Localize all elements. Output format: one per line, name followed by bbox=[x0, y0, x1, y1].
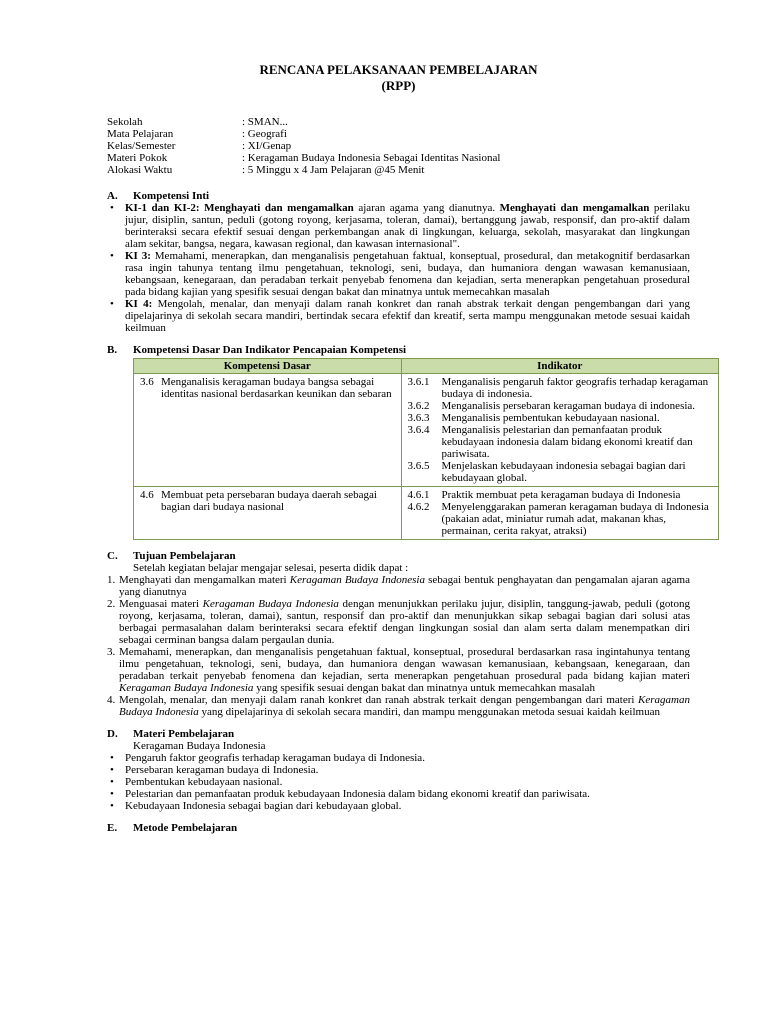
section-letter: E. bbox=[107, 822, 118, 834]
indicator-text: Menjelaskan kebudayaan indonesia sebagai bagian dari kebudayaan global. bbox=[441, 460, 686, 484]
kd-number: 4.6 bbox=[140, 489, 154, 501]
ki-lead: KI 3: bbox=[125, 250, 151, 262]
ki-list bbox=[107, 202, 690, 334]
item-number: 2. bbox=[107, 598, 116, 610]
section-letter: D. bbox=[107, 728, 118, 740]
indicator-number: 3.6.3 bbox=[407, 412, 430, 424]
section-heading bbox=[107, 344, 690, 356]
indicator-number: 3.6.2 bbox=[407, 400, 430, 412]
tujuan-intro: Setelah kegiatan belajar mengajar selesai, peserta didik dapat : bbox=[133, 562, 409, 574]
indicator-text: Menyelenggarakan pameran keragaman budaya di Indonesia (pakaian adat, miniatur rumah adat, makanan khas, permainan, cerita rakyat, atraksi) bbox=[441, 501, 709, 537]
ki-text: perilaku jujur, disiplin, santun, peduli (gotong royong, kerjasama, toleran, damai), bertanggung jawab, responsif, dan pro-aktif dalam berinteraksi secara efektif sesuai dengan perkembangan anak di lingkungan, keluarga, sekolah, masyarakat dan lingkungan alam sekitar, bangsa, negara, kawasan regional, dan kawasan internasional". bbox=[125, 202, 690, 250]
ki-item bbox=[107, 298, 690, 334]
section-heading bbox=[107, 190, 690, 202]
item-italic: Keragaman Budaya Indonesia bbox=[119, 682, 254, 694]
indicator-text: Menganalisis pembentukan kebudayaan nasional. bbox=[441, 412, 660, 424]
title-line-1: RENCANA PELAKSANAAN PEMBELAJARAN bbox=[259, 62, 538, 77]
item-text: Menguasai materi bbox=[119, 598, 203, 610]
section-title: Materi Pembelajaran bbox=[133, 728, 235, 740]
indicator-number: 3.6.4 bbox=[407, 424, 430, 436]
list-item bbox=[107, 574, 690, 598]
table-header-row bbox=[134, 359, 719, 374]
section-title: Metode Pembelajaran bbox=[133, 822, 238, 834]
item-text: Menghayati dan mengamalkan materi bbox=[119, 574, 290, 586]
list-item: • Persebaran keragaman budaya di Indonesia. bbox=[107, 764, 690, 776]
indicator-cell bbox=[401, 487, 718, 540]
table-row bbox=[134, 374, 719, 487]
section-title: Kompetensi Dasar Dan Indikator Pencapaian Kompetensi bbox=[133, 344, 407, 356]
kd-cell bbox=[134, 487, 402, 540]
item-text: sebagai bentuk penghayatan dan pengamalan ajaran agama yang dianutnya bbox=[119, 574, 690, 598]
item-italic: Keragaman Budaya Indonesia bbox=[119, 694, 690, 718]
section-letter: B. bbox=[107, 344, 118, 356]
indicator-text: Menganalisis pengaruh faktor geografis terhadap keragaman budaya di indonesia. bbox=[441, 376, 709, 400]
item-number: 4. bbox=[107, 694, 116, 706]
title-line-2: (RPP) bbox=[381, 78, 416, 93]
ki-item bbox=[107, 250, 690, 298]
item-text: dengan menunjukkan perilaku jujur, disiplin, tanggung-jawab, peduli (gotong royong, kerjasama, toleran, damai), santun, responsif dan pro-aktif dan menunjukkan sikap sebagai bagian dari solusi atas berbagai permasalahan dalam berinteraksi secara efektif dengan lingkungan sosial dan alam serta dalam menempatkan diri sebagai cerminan bangsa dalam pergaulan dunia. bbox=[119, 598, 690, 646]
section-kompetensi-inti bbox=[107, 190, 690, 334]
info-value: : SMAN... bbox=[242, 116, 288, 128]
indicator-number: 3.6.1 bbox=[407, 376, 430, 388]
item-italic: Keragaman Budaya Indonesia bbox=[202, 598, 339, 610]
section-title: Kompetensi Inti bbox=[133, 190, 210, 202]
section-heading bbox=[107, 822, 690, 834]
section-kompetensi-dasar bbox=[107, 344, 709, 540]
item-text: Mengolah, menalar, dan menyaji dalam ranah konkret dan ranah abstrak terkait dengan pengembangan dari materi bbox=[119, 694, 639, 706]
indicator-number: 4.6.2 bbox=[407, 501, 430, 513]
kd-indicator-table bbox=[133, 358, 719, 540]
materi-list bbox=[107, 752, 690, 812]
list-item bbox=[107, 646, 690, 694]
ki-text: ajaran agama yang dianutnya. bbox=[353, 202, 500, 214]
item-number: 3. bbox=[107, 646, 116, 658]
section-heading bbox=[107, 728, 690, 740]
section-materi-pembelajaran bbox=[107, 728, 690, 812]
table-row bbox=[134, 487, 719, 540]
ki-item bbox=[107, 202, 690, 250]
info-value: : Keragaman Budaya Indonesia Sebagai Identitas Nasional bbox=[242, 152, 501, 164]
info-value: : XI/Genap bbox=[242, 140, 292, 152]
indicator-text: Menganalisis persebaran keragaman budaya di indonesia. bbox=[441, 400, 696, 412]
section-metode-pembelajaran bbox=[107, 822, 690, 834]
section-heading bbox=[107, 550, 690, 562]
indicator-text: Menganalisis pelestarian dan pemanfaatan produk kebudayaan indonesia dalam bidang ekonomi kreatif dan pariwisata. bbox=[441, 424, 693, 460]
list-item: • Pelestarian dan pemanfaatan produk kebudayaan Indonesia dalam bidang ekonomi kreatif dan pariwisata. bbox=[107, 788, 690, 800]
info-label: Kelas/Semester bbox=[107, 140, 176, 152]
kd-number: 3.6 bbox=[140, 376, 154, 388]
list-item: • Pembentukan kebudayaan nasional. bbox=[107, 776, 690, 788]
section-letter: C. bbox=[107, 550, 118, 562]
kd-text: Menganalisis keragaman budaya bangsa sebagai identitas nasional berdasarkan keunikan dan sebaran bbox=[161, 376, 392, 400]
item-italic: Keragaman Budaya Indonesia bbox=[289, 574, 425, 586]
indicator-number: 3.6.5 bbox=[407, 460, 430, 472]
column-header-indikator: Indikator bbox=[401, 359, 718, 374]
info-label: Mata Pelajaran bbox=[107, 128, 174, 140]
section-title: Tujuan Pembelajaran bbox=[133, 550, 236, 562]
kd-cell bbox=[134, 374, 402, 487]
indicator-text: Praktik membuat peta keragaman budaya di Indonesia bbox=[441, 489, 681, 501]
info-value: : 5 Minggu x 4 Jam Pelajaran @45 Menit bbox=[242, 164, 425, 176]
item-text: yang dipelajarinya di sekolah secara mandiri, dan mampu menggunakan metoda sesuai kaidah keilmuan bbox=[198, 706, 660, 718]
kd-text: Membuat peta persebaran budaya daerah sebagai bagian dari budaya nasional bbox=[161, 489, 377, 513]
info-value: : Geografi bbox=[242, 128, 287, 140]
document-title bbox=[107, 62, 690, 94]
section-tujuan-pembelajaran bbox=[107, 550, 690, 718]
materi-intro: Keragaman Budaya Indonesia bbox=[133, 740, 266, 752]
ki-bold-text: Menghayati dan mengamalkan bbox=[499, 202, 650, 214]
item-text: yang spesifik sesuai dengan bakat dan minatnya untuk memecahkan masalah bbox=[253, 682, 595, 694]
ki-lead: KI 4: bbox=[125, 298, 153, 310]
tujuan-list bbox=[107, 574, 690, 718]
list-item bbox=[107, 694, 690, 718]
list-item bbox=[107, 598, 690, 646]
ki-text: Mengolah, menalar, dan menyaji dalam ranah konkret dan ranah abstrak terkait dengan pengembangan dari yang dipelajarinya di sekolah secara mandiri, bertindak secara efektif dan kreatif, serta mampu menggunakan metode sesuai kaidah keilmuan bbox=[125, 298, 691, 334]
section-letter: A. bbox=[107, 190, 118, 202]
list-item: • Pengaruh faktor geografis terhadap keragaman budaya di Indonesia. bbox=[107, 752, 690, 764]
info-label: Alokasi Waktu bbox=[107, 164, 173, 176]
indicator-cell bbox=[401, 374, 718, 487]
ki-lead: KI-1 dan KI-2: Menghayati dan mengamalkan bbox=[125, 202, 354, 214]
column-header-kd: Kompetensi Dasar bbox=[134, 359, 402, 374]
indicator-number: 4.6.1 bbox=[407, 489, 430, 501]
info-label: Sekolah bbox=[107, 116, 143, 128]
ki-text: Memahami, menerapkan, dan menganalisis pengetahuan faktual, konseptual, prosedural, dan metakognitif berdasarkan rasa ingin tahunya tentang ilmu pengetahuan, teknologi, seni, budaya, dan humaniora dengan wawasan kemanusiaan, kebangsaan, kenegaraan, dan peradaban terkait penyebab fenomena dan kejadian, serta menerapkan pengetahuan prosedural pada bidang kajian yang spesifik sesuai dengan bakat dan minatnya untuk memecahkan masalah bbox=[125, 250, 690, 298]
item-number: 1. bbox=[107, 574, 116, 586]
info-label: Materi Pokok bbox=[107, 152, 168, 164]
list-item: • Kebudayaan Indonesia sebagai bagian dari kebudayaan global. bbox=[107, 800, 690, 812]
identity-block bbox=[107, 116, 690, 176]
item-text: Memahami, menerapkan, dan menganalisis pengetahuan faktual, konseptual, prosedural berdasarkan rasa ingintahunya tentang ilmu pengetahuan, teknologi, seni, budaya, dan humaniora dengan wawasan kemanusiaan, kebangsaan, kenegaraan, dan peradaban terkait penyebab fenomena dan kejadian, serta menerapkan pengetahuan prosedural pada bidang kajian materi bbox=[119, 646, 690, 682]
